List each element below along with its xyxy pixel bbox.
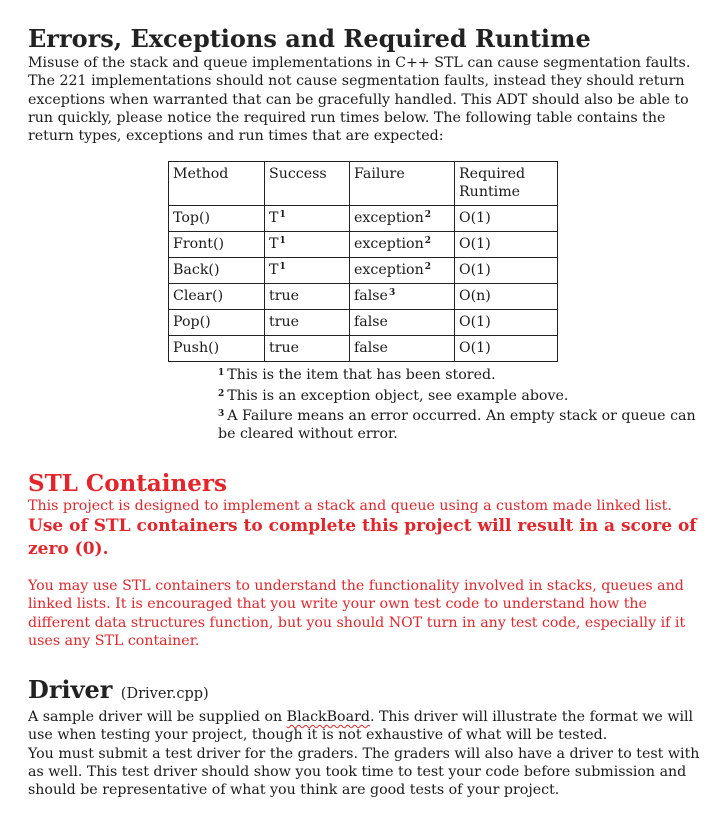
driver-paragraph-2: You must submit a test driver for the graders. The graders will also have a driver to test with as well. This test driver should show you took time to test your code before submission and should be representative of what you think are good tests of your project. [28, 745, 700, 799]
cell-failure: false [350, 310, 455, 336]
footnote-marker: 2 [424, 210, 432, 221]
footnote-marker: 2 [424, 236, 432, 247]
driver-paragraph-1: A sample driver will be supplied on BlackBoard. This driver will illustrate the format we will use when testing your project, though it is not exhaustive of what will be tested. [28, 709, 694, 744]
driver-filename: (Driver.cpp) [120, 686, 209, 703]
runtime-table [168, 161, 558, 362]
cell-runtime: O(1) [455, 232, 558, 258]
intro-paragraph: Misuse of the stack and queue implementations in C++ STL can cause segmentation faults. The 221 implementations should not cause segmentation faults, instead they should return exceptions when warranted that can be gracefully handled. This ADT should also be able to run quickly, please notice the required run times below. The following table contains the return types, exceptions and run times that are expected: [28, 55, 691, 145]
footnote: $^2$ This is an exception object, see example above. [218, 387, 569, 404]
cell-success: true [265, 284, 350, 310]
table-row [169, 310, 558, 336]
table-footnotes [218, 364, 700, 443]
cell-runtime: O(1) [455, 336, 558, 362]
cell-method: Front() [169, 232, 265, 258]
section-title-errors: Errors, Exceptions and Required Runtime [28, 24, 591, 53]
cell-runtime: O(1) [455, 310, 558, 336]
footnote-marker: 3 [388, 288, 396, 299]
cell-runtime: O(1) [455, 258, 558, 284]
stl-intro-line: This project is designed to implement a stack and queue using a custom made linked list. [28, 497, 672, 514]
cell-success: T$^1$ [265, 232, 350, 258]
cell-failure: exception$^2$ [350, 232, 455, 258]
cell-success: T$^1$ [265, 206, 350, 232]
cell-method: Top() [169, 206, 265, 232]
blackboard-text: BlackBoard [286, 709, 370, 726]
cell-success: true [265, 310, 350, 336]
cell-failure: false [350, 336, 455, 362]
table-row [169, 284, 558, 310]
header-runtime: Required Runtime [455, 162, 558, 206]
header-failure: Failure [350, 162, 455, 206]
header-method: Method [169, 162, 265, 206]
footnote: $^1$ This is the item that has been stored. [218, 367, 496, 384]
stl-warning: Use of STL containers to complete this project will result in a score of zero (0). [28, 515, 697, 559]
table-row [169, 232, 558, 258]
cell-success: T$^1$ [265, 258, 350, 284]
cell-method: Pop() [169, 310, 265, 336]
table-row [169, 206, 558, 232]
table-header-row [169, 162, 558, 206]
cell-method: Push() [169, 336, 265, 362]
stl-paragraph: You may use STL containers to understand the functionality involved in stacks, queues and linked lists. It is encouraged that you write your own test code to understand how the different data structures function, but you should NOT turn in any test code, especially if it uses any STL container. [28, 577, 686, 649]
table-row [169, 336, 558, 362]
cell-failure: exception$^2$ [350, 206, 455, 232]
header-success: Success [265, 162, 350, 206]
footnote-marker: 1 [279, 210, 286, 221]
section-title-stl-containers: STL Containers [28, 469, 227, 497]
table-row [169, 258, 558, 284]
cell-failure: exception$^2$ [350, 258, 455, 284]
footnote-marker: 1 [279, 262, 286, 273]
cell-method: Clear() [169, 284, 265, 310]
section-title-driver: Driver (Driver.cpp) [28, 675, 209, 705]
cell-runtime: O(1) [455, 206, 558, 232]
footnote-marker: 2 [424, 262, 432, 273]
document-page [28, 24, 700, 800]
cell-failure: false$^3$ [350, 284, 455, 310]
footnote: $^3$ A Failure means an error occurred. An empty stack or queue can be cleared without error. [218, 408, 696, 443]
cell-success: true [265, 336, 350, 362]
footnote-marker: 1 [279, 236, 286, 247]
cell-method: Back() [169, 258, 265, 284]
cell-runtime: O(n) [455, 284, 558, 310]
